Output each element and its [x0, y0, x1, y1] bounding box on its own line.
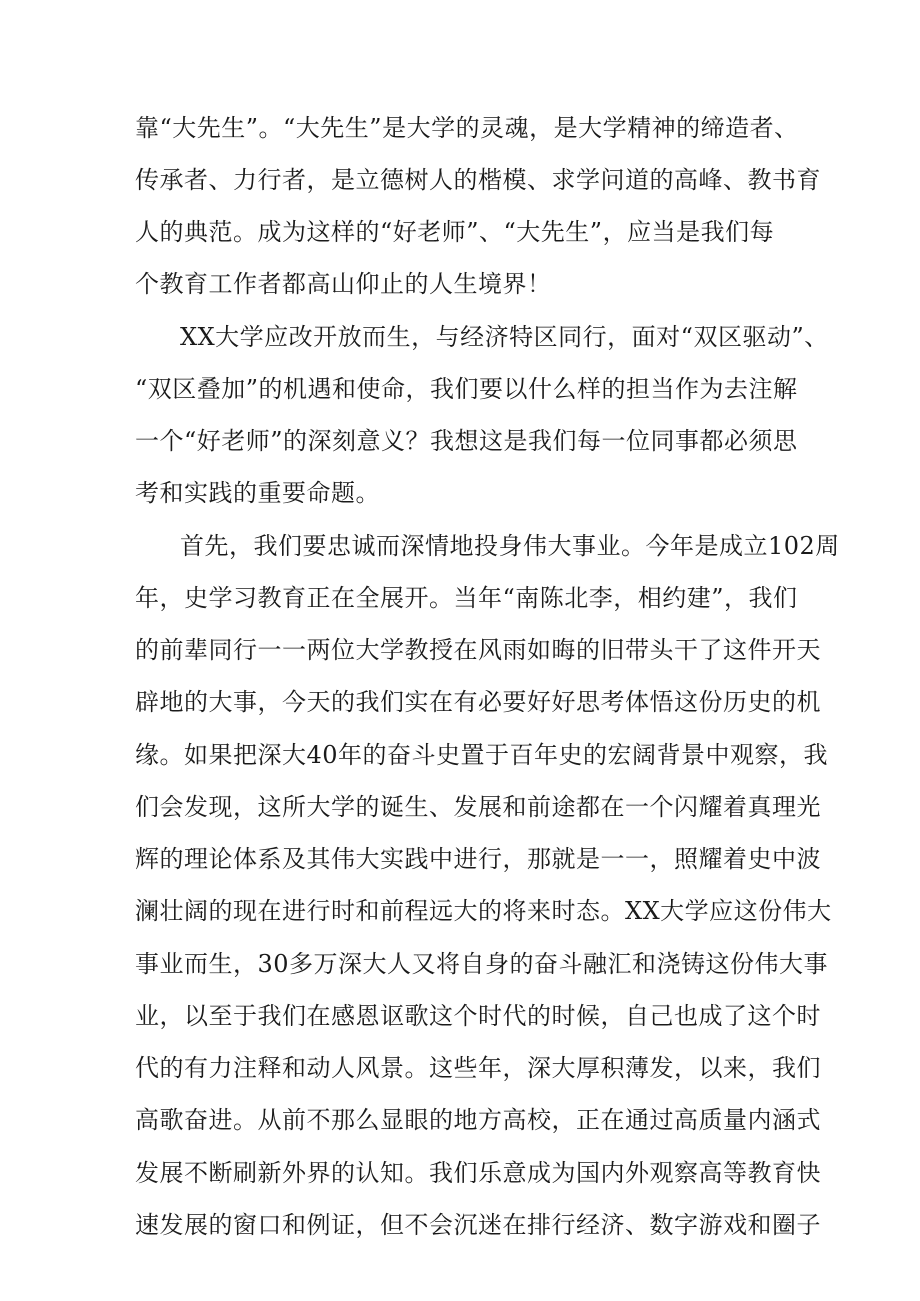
paragraph-line: 辉的理论体系及其伟大实践中进行，那就是一一，照耀着史中波: [135, 845, 821, 873]
paragraph-line: 传承者、力行者，是立德树人的楷模、求学问道的高峰、教书育: [135, 166, 821, 194]
paragraph-line: 人的典范。成为这样的“好老师”、“大先生”，应当是我们每: [135, 218, 775, 246]
paragraph-line: 发展不断刷新外界的认知。我们乐意成为国内外观察高等教育快: [135, 1159, 821, 1187]
paragraph-line: 首先，我们要忠诚而深情地投身伟大事业。今年是成立102周: [180, 532, 840, 560]
paragraph-line: 辟地的大事，今天的我们实在有必要好好思考体悟这份历史的机: [135, 688, 821, 716]
paragraph-line: 高歌奋进。从前不那么显眼的地方高校，正在通过高质量内涵式: [135, 1106, 821, 1134]
paragraph-line: 靠“大先生”。“大先生”是大学的灵魂，是大学精神的缔造者、: [135, 114, 799, 142]
paragraph-line: 代的有力注释和动人风景。这些年，深大厚积薄发，以来，我们: [135, 1054, 821, 1082]
paragraph-line: 业，以至于我们在感恩讴歌这个时代的时候，自己也成了这个时: [135, 1002, 821, 1030]
paragraph-line: “双区叠加”的机遇和使命，我们要以什么样的担当作为去注解: [135, 375, 798, 403]
paragraph-line: 年，史学习教育正在全展开。当年“南陈北李，相约建”，我们: [135, 584, 798, 612]
paragraph-line: XX大学应改开放而生，与经济特区同行，面对“双区驱动”、: [180, 323, 829, 351]
paragraph-line: 考和实践的重要命题。: [135, 479, 380, 507]
paragraph-line: 速发展的窗口和例证，但不会沉迷在排行经济、数字游戏和圈子: [135, 1211, 821, 1239]
paragraph-line: 缘。如果把深大40年的奋斗史置于百年史的宏阔背景中观察，我: [135, 741, 829, 769]
paragraph-line: 一个“好老师”的深刻意义？我想这是我们每一位同事都必须思: [135, 427, 798, 455]
paragraph-line: 的前辈同行一一两位大学教授在风雨如晦的旧带头干了这件开天: [135, 636, 821, 664]
paragraph-line: 澜壮阔的现在进行时和前程远大的将来时态。XX大学应这份伟大: [135, 897, 832, 925]
paragraph-line: 事业而生，30多万深大人又将自身的奋斗融汇和浇铸这份伟大事: [135, 950, 829, 978]
paragraph-line: 个教育工作者都高山仰止的人生境界！: [135, 270, 552, 298]
paragraph-line: 们会发现，这所大学的诞生、发展和前途都在一个闪耀着真理光: [135, 793, 821, 821]
